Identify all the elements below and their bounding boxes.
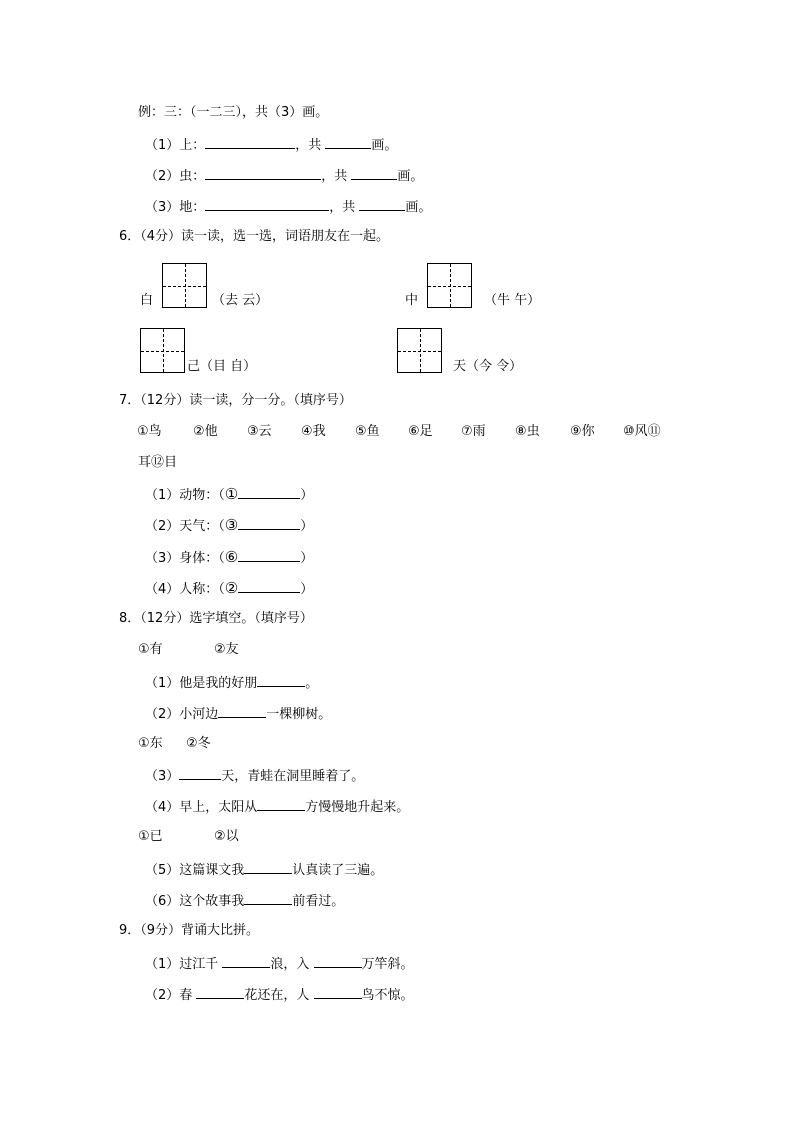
q9-item-1 (145, 954, 414, 974)
q6-title: 6．（4分）读一读，选一选，词语朋友在一起。 (119, 229, 390, 244)
q5-item-prefix: （1）上： (145, 138, 206, 153)
q7-option: ④我 (301, 424, 326, 439)
q6-item-1-before: 白 (140, 293, 154, 308)
answer-blank[interactable] (238, 579, 300, 593)
writing-grid-box[interactable] (140, 328, 185, 373)
q7-item-4 (145, 579, 313, 599)
q5-item-mid: ，共 (329, 200, 360, 215)
q8-item-prefix: （3） (145, 769, 180, 784)
answer-blank[interactable] (257, 673, 305, 687)
q7-item-suffix: ） (300, 488, 314, 503)
q7-item-2 (145, 516, 313, 536)
q8-item-suffix: 前看过。 (292, 894, 345, 909)
q7-option: ⑤鱼 (355, 424, 380, 439)
q8-item-suffix: 一棵柳树。 (266, 707, 332, 722)
q5-item-2 (145, 166, 423, 186)
q7-option: ⑨你 (570, 424, 595, 439)
writing-grid-box[interactable] (162, 263, 207, 308)
q8-choice: ②以 (214, 829, 239, 844)
q9-item-prefix: （1）过江千 (145, 957, 223, 972)
q8-item-suffix: 认真读了三遍。 (292, 863, 384, 878)
q8-item-prefix: （6）这个故事我 (145, 894, 245, 909)
answer-blank[interactable] (359, 197, 405, 211)
q5-item-3 (145, 197, 431, 217)
q6-item-2-after: （牛 午） (484, 293, 541, 308)
q7-option: ⑩风⑪ (623, 424, 661, 439)
q7-item-1 (145, 485, 313, 505)
q5-item-suffix: 画。 (405, 200, 432, 215)
example-line: 例：三：（一二三），共（3）画。 (138, 105, 329, 120)
q8-choice: ①有 (138, 642, 163, 657)
q8-item-prefix: （1）他是我的好朋 (145, 676, 258, 691)
q8-item-1 (145, 673, 318, 693)
q8-item-prefix: （5）这篇课文我 (145, 863, 245, 878)
q6-item-4-after: 天（今 令） (453, 359, 523, 374)
answer-blank[interactable] (238, 485, 300, 499)
q6-item-2-before: 中 (405, 293, 419, 308)
q7-item-prefix: （4）人称：（ (145, 582, 225, 597)
q8-item-4 (145, 797, 409, 817)
q5-item-mid: ，共 (295, 138, 326, 153)
writing-grid-box[interactable] (427, 263, 472, 308)
answer-blank[interactable] (218, 704, 266, 718)
q5-item-mid: ，共 (321, 169, 352, 184)
q7-item-3 (145, 548, 313, 568)
q7-item-prefix: （1）动物：（ (145, 488, 225, 503)
q5-item-suffix: 画。 (371, 138, 398, 153)
q7-option: ⑧虫 (515, 424, 540, 439)
q9-item-2 (145, 985, 414, 1005)
q8-item-2 (145, 704, 331, 724)
answer-blank[interactable] (196, 985, 244, 999)
q8-item-3 (145, 766, 364, 786)
answer-blank[interactable] (351, 166, 397, 180)
q6-item-3-after: 己（目 自） (187, 359, 257, 374)
q9-item-suffix: 万竿斜。 (361, 957, 414, 972)
q9-item-prefix: （2）春 (145, 988, 197, 1003)
answer-blank[interactable] (314, 954, 362, 968)
q5-item-prefix: （2）虫： (145, 169, 206, 184)
q7-item-prefix: （3）身体：（ (145, 551, 225, 566)
q8-item-prefix: （4）早上，太阳从 (145, 800, 258, 815)
q7-options-line-2: 耳⑫目 (138, 455, 178, 470)
q8-choice: ①已 (138, 829, 163, 844)
q7-option: ⑦雨 (461, 424, 486, 439)
q7-item-given: ② (224, 579, 239, 597)
q7-item-prefix: （2）天气：（ (145, 519, 225, 534)
q8-title: 8．（12分）选字填空。（填序号） (119, 611, 313, 626)
answer-blank[interactable] (222, 954, 270, 968)
answer-blank[interactable] (205, 166, 321, 180)
q8-choice: ①东 (138, 736, 163, 751)
q7-item-given: ① (224, 485, 239, 503)
q7-option: ⑥足 (408, 424, 433, 439)
q7-item-given: ⑥ (224, 548, 239, 566)
q8-item-5 (145, 860, 383, 880)
q7-option: ①鸟 (137, 424, 162, 439)
answer-blank[interactable] (314, 985, 362, 999)
answer-blank[interactable] (238, 516, 300, 530)
answer-blank[interactable] (238, 548, 300, 562)
q7-item-suffix: ） (300, 551, 314, 566)
answer-blank[interactable] (325, 135, 371, 149)
answer-blank[interactable] (179, 766, 221, 780)
q7-item-given: ③ (224, 516, 239, 534)
q7-option: ②他 (193, 424, 218, 439)
q8-item-suffix: 。 (305, 676, 319, 691)
q6-item-1-after: （去 云） (212, 293, 269, 308)
answer-blank[interactable] (244, 860, 292, 874)
answer-blank[interactable] (205, 197, 329, 211)
q8-item-suffix: 天，青蛙在洞里睡着了。 (221, 769, 365, 784)
q5-item-prefix: （3）地： (145, 200, 206, 215)
writing-grid-box[interactable] (397, 328, 442, 373)
q9-title: 9．（9分）背诵大比拼。 (119, 923, 260, 938)
q5-item-suffix: 画。 (397, 169, 424, 184)
q7-item-suffix: ） (300, 582, 314, 597)
q9-item-suffix: 鸟不惊。 (361, 988, 414, 1003)
q7-option: ③云 (247, 424, 272, 439)
q9-item-mid: 浪，入 (270, 957, 314, 972)
answer-blank[interactable] (205, 135, 295, 149)
q7-item-suffix: ） (300, 519, 314, 534)
answer-blank[interactable] (257, 797, 305, 811)
q7-title: 7．（12分）读一读，分一分。（填序号） (119, 393, 352, 408)
q8-item-6 (145, 891, 344, 911)
answer-blank[interactable] (244, 891, 292, 905)
q8-item-suffix: 方慢慢地升起来。 (305, 800, 410, 815)
q9-item-mid: 花还在，人 (244, 988, 314, 1003)
q8-choice: ②冬 (186, 736, 211, 751)
q5-item-1 (145, 135, 397, 155)
q8-choice: ②友 (214, 642, 239, 657)
q8-item-prefix: （2）小河边 (145, 707, 219, 722)
